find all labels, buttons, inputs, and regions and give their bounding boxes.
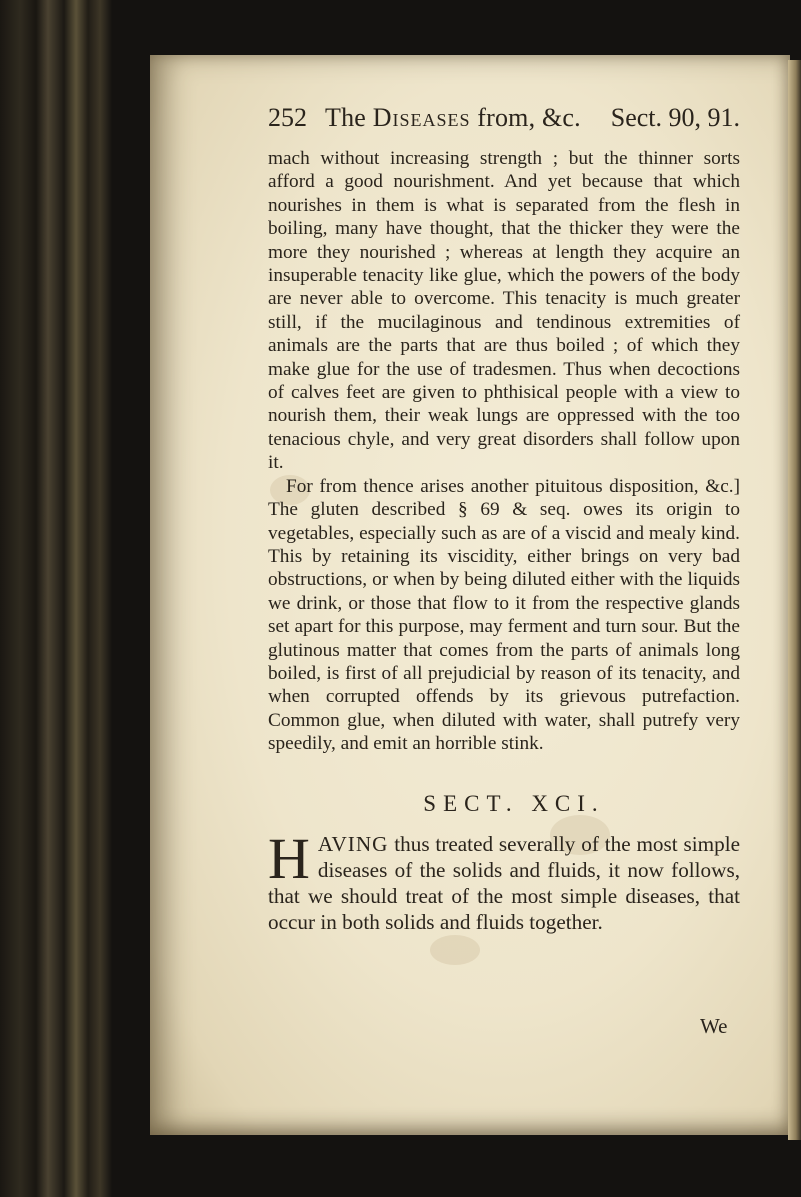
section-paragraph (268, 825, 740, 935)
running-header (268, 103, 740, 147)
drop-cap: H (268, 825, 310, 891)
section-text: thus treated severally of the most simple diseases of the solids and fluids, it now follows, that we should treat of the most simple diseases, that occur in both solids and fluids together. (268, 831, 740, 934)
page-text (268, 103, 740, 935)
page-number: 252 (268, 103, 307, 132)
section-reference: Sect. 90, 91. (610, 103, 740, 132)
running-title: The Diseases from, &c. (325, 103, 581, 132)
catchword: We (700, 1014, 728, 1038)
paragraph-1: mach without increasing strength ; but the thinner sorts afford a good nourishment. And yet because that which nourishes in them is what is separated from the flesh in boiling, many have thought, that the thicker they were the more they nourished ; whereas at length they acquire an insuperable tenacity like glue, which the powers of the body are never able to overcome. This tenacity is much greater still, if the mucilaginous and tendinous extremities of animals are the parts that are thus boiled ; of which they make glue for the use of tradesmen. Thus when decoctions of calves feet are given to phthisical people with a view to nourish them, their weak lungs are oppressed with the too tenacious chyle, and very great disorders shall follow upon it. (268, 148, 740, 474)
section-heading: SECT. XCI. (423, 790, 605, 816)
first-word: AVING (317, 831, 389, 856)
page-edge (788, 60, 801, 1140)
paragraph-2: For from thence arises another pituitous disposition, &c.] The gluten described § 69 & seq. owes its origin to vegetables, especially such as are of a viscid and mealy kind. This by retaining its viscidity, either brings on very bad obstructions, or when by being diluted either with the liquids we drink, or those that flow to it from the respective glands set apart for this purpose, may ferment and turn sour. But the glutinous matter that comes from the parts of animals long boiled, is first of all prejudicial by reason of its tenacity, and when corrupted offends by its grievous putrefaction. Common glue, when diluted with water, shall putrefy very speedily, and emit an horrible stink. (268, 475, 740, 755)
